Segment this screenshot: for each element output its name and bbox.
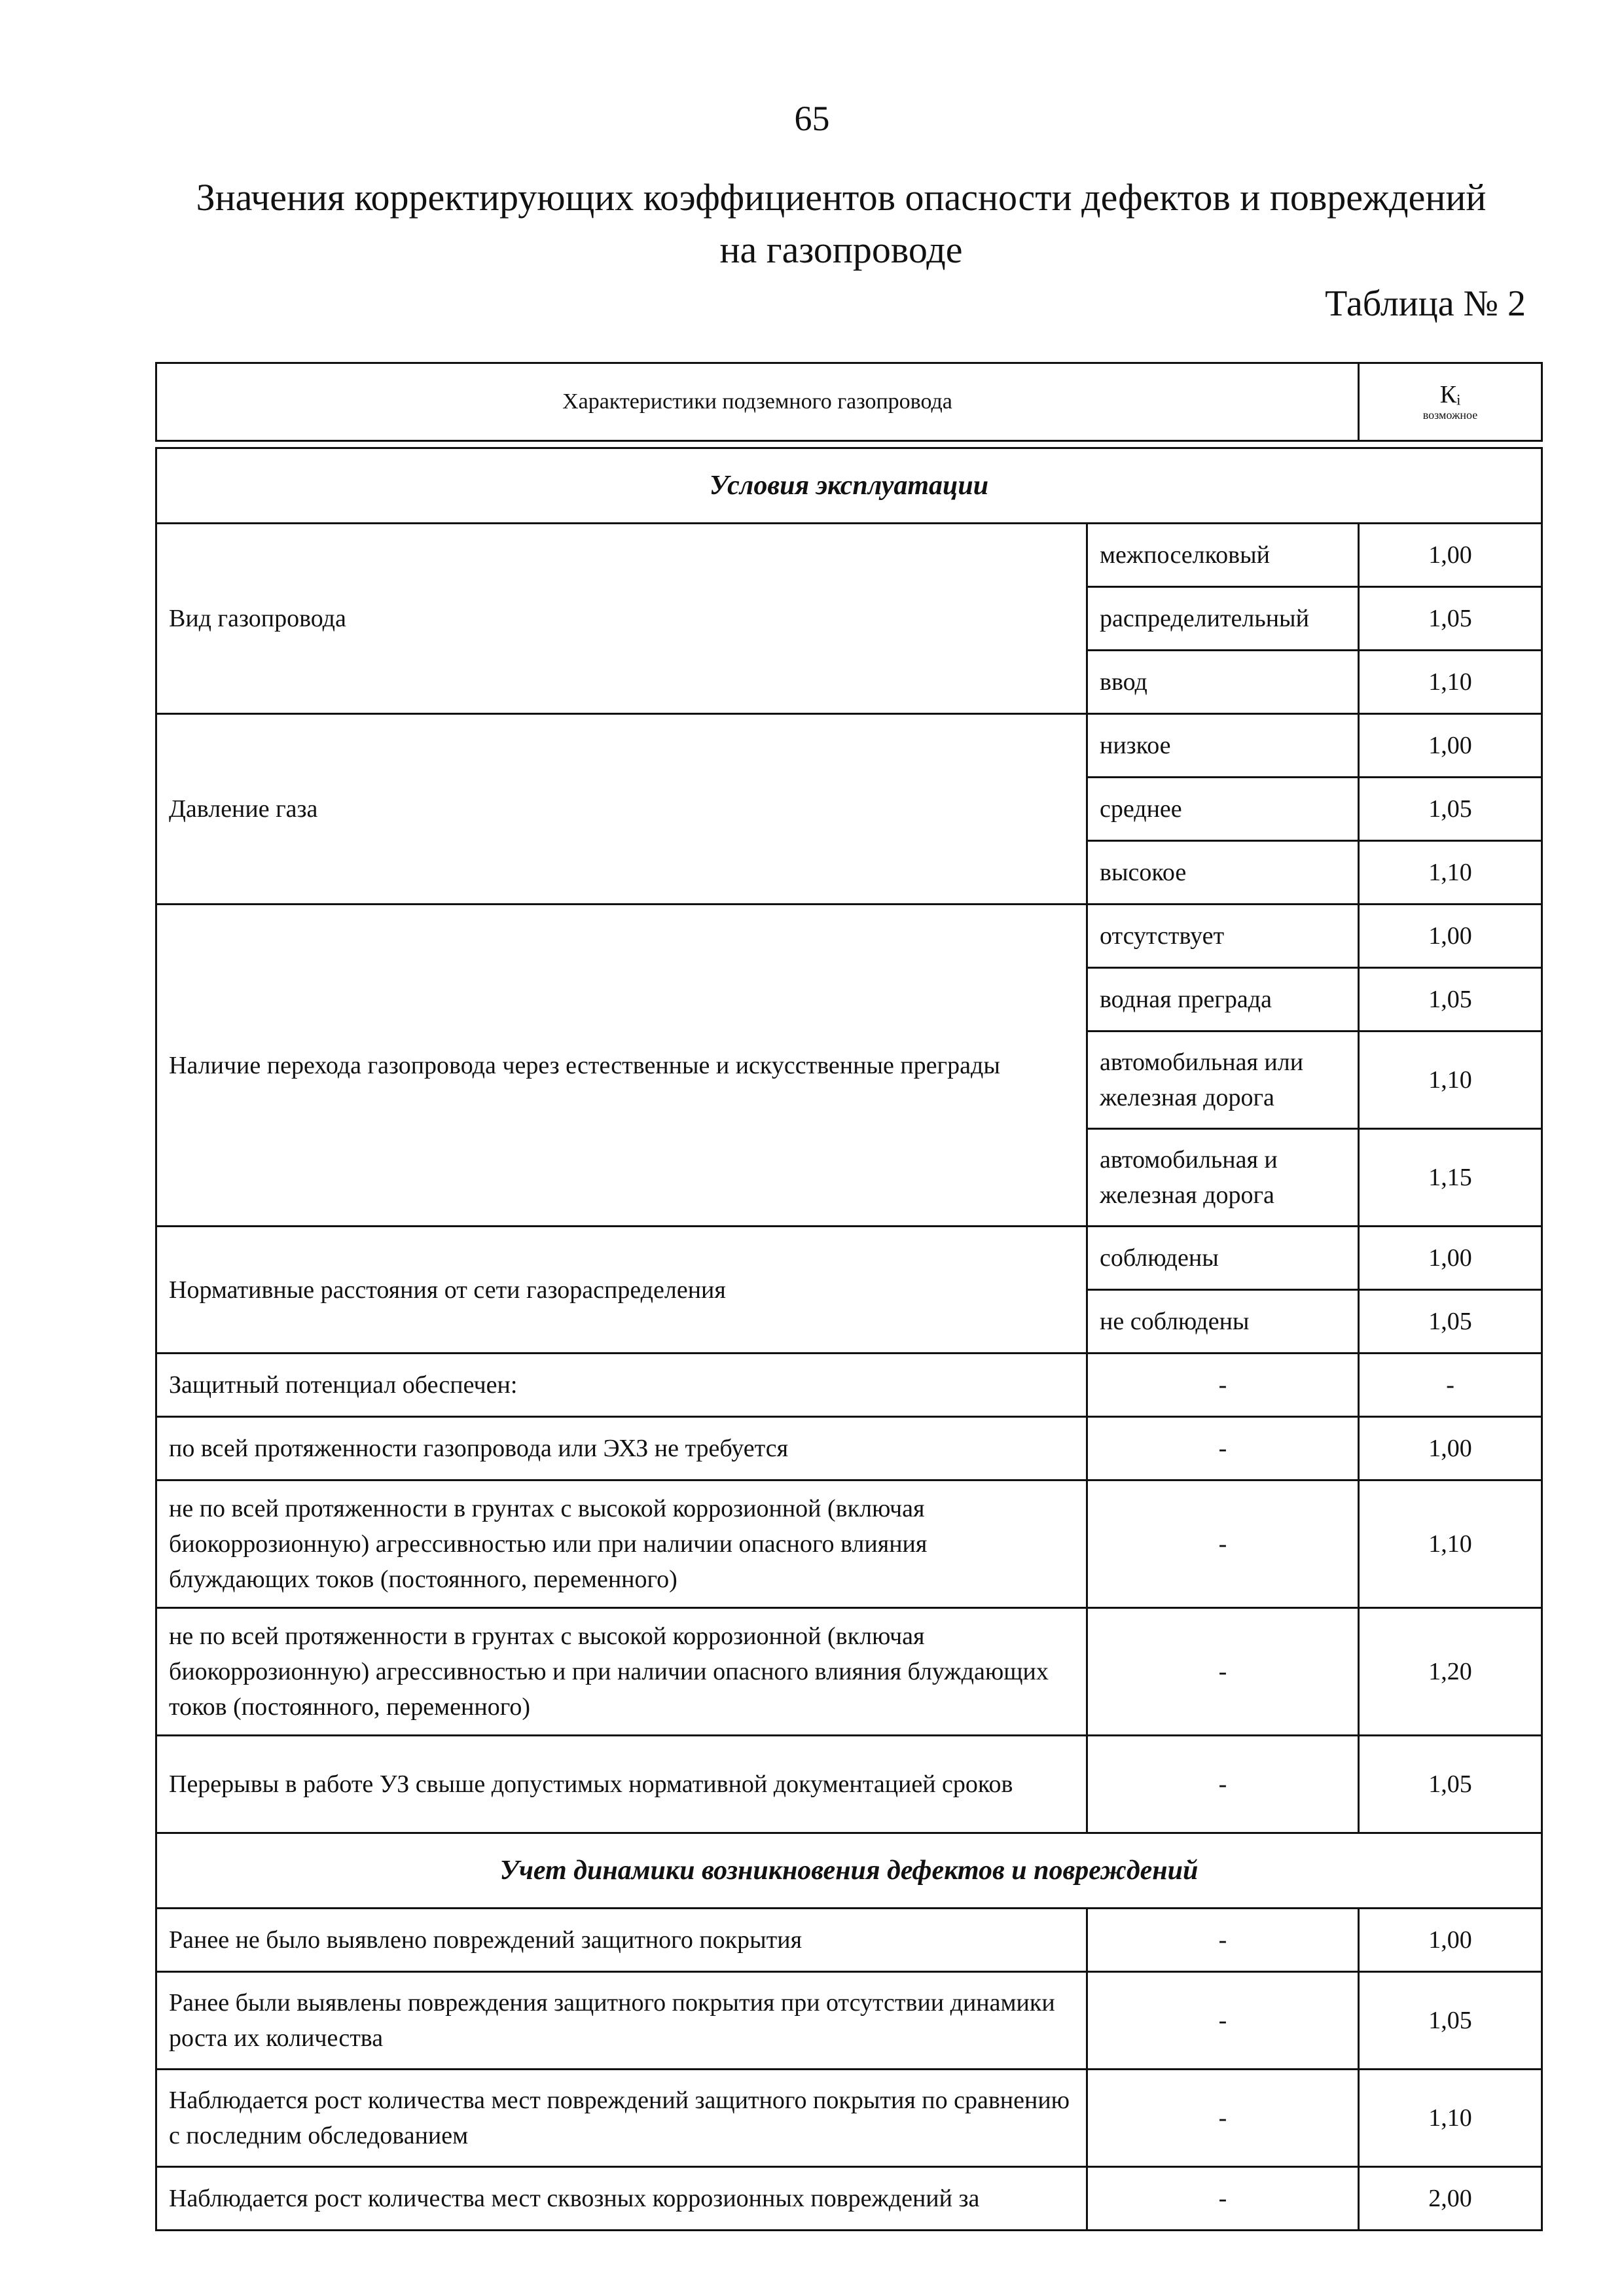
dynamics-row-text: Ранее были выявлены повреждения защитного покрытия при отсутствии динамики роста их количества bbox=[156, 1972, 1087, 2070]
header-k-label: Кᵢ bbox=[1439, 381, 1461, 408]
protection-item-text: не по всей протяженности в грунтах с высокой коррозионной (включая биокоррозионную) агрессивностью и при наличии опасного влияния блуждающих токов (постоянного, переменного) bbox=[156, 1608, 1087, 1736]
table-row bbox=[156, 1480, 1542, 1608]
option-value: 1,10 bbox=[1359, 1031, 1542, 1129]
table-row bbox=[156, 2167, 1542, 2231]
option-value: 1,05 bbox=[1359, 968, 1542, 1031]
page-number: 65 bbox=[794, 99, 830, 138]
option-name: отсутствует bbox=[1087, 905, 1359, 968]
table-row bbox=[156, 1972, 1542, 2070]
group-label-normative-distances: Нормативные расстояния от сети газораспределения bbox=[156, 1227, 1087, 1354]
interruptions-text: Перерывы в работе УЗ свыше допустимых нормативной документацией сроков bbox=[156, 1736, 1087, 1833]
separator-row bbox=[156, 441, 1542, 448]
option-value: 1,10 bbox=[1359, 651, 1542, 714]
dynamics-row-value: 1,05 bbox=[1359, 1972, 1542, 2070]
title-line-1: Значения корректирующих коэффициентов опасности дефектов и повреждений bbox=[196, 176, 1487, 219]
dash-cell: - bbox=[1087, 1909, 1359, 1972]
table-header-row bbox=[156, 363, 1542, 441]
section-title-operating-conditions: Условия эксплуатации bbox=[156, 448, 1542, 524]
option-name: низкое bbox=[1087, 714, 1359, 778]
option-value: 1,00 bbox=[1359, 714, 1542, 778]
table-row bbox=[156, 1736, 1542, 1833]
option-name: автомобильная и железная дорога bbox=[1087, 1129, 1359, 1227]
dash-cell: - bbox=[1087, 1354, 1359, 1417]
group-label-gas-pressure: Давление газа bbox=[156, 714, 1087, 905]
option-value: 1,05 bbox=[1359, 1290, 1542, 1354]
section-heading bbox=[156, 1833, 1542, 1909]
option-value: 1,00 bbox=[1359, 524, 1542, 587]
coefficients-table bbox=[155, 362, 1543, 2231]
table-row bbox=[156, 1354, 1542, 1417]
table-row bbox=[156, 524, 1542, 587]
table-row bbox=[156, 714, 1542, 778]
option-value: 1,10 bbox=[1359, 841, 1542, 905]
table-row bbox=[156, 905, 1542, 968]
option-name: автомобильная или железная дорога bbox=[1087, 1031, 1359, 1129]
header-k-sublabel: возможное bbox=[1422, 408, 1478, 422]
dynamics-row-value: 1,10 bbox=[1359, 2070, 1542, 2167]
dynamics-row-text: Наблюдается рост количества мест сквозных коррозионных повреждений за bbox=[156, 2167, 1087, 2231]
header-characteristic: Характеристики подземного газопровода bbox=[156, 363, 1359, 441]
dynamics-row-value: 1,00 bbox=[1359, 1909, 1542, 1972]
dash-cell: - bbox=[1087, 1736, 1359, 1833]
option-name: ввод bbox=[1087, 651, 1359, 714]
option-value: 1,00 bbox=[1359, 1227, 1542, 1290]
option-value: 1,05 bbox=[1359, 587, 1542, 651]
option-name: среднее bbox=[1087, 778, 1359, 841]
option-value: 1,05 bbox=[1359, 778, 1542, 841]
option-value: 1,15 bbox=[1359, 1129, 1542, 1227]
dynamics-row-value: 2,00 bbox=[1359, 2167, 1542, 2231]
header-k bbox=[1359, 363, 1542, 441]
option-name: не соблюдены bbox=[1087, 1290, 1359, 1354]
dash-cell: - bbox=[1087, 2167, 1359, 2231]
protection-item-text: по всей протяженности газопровода или ЭХЗ не требуется bbox=[156, 1417, 1087, 1480]
document-title bbox=[157, 171, 1525, 276]
group-label-pipeline-type: Вид газопровода bbox=[156, 524, 1087, 714]
protection-item-value: 1,10 bbox=[1359, 1480, 1542, 1608]
dash-cell: - bbox=[1087, 1480, 1359, 1608]
table-row bbox=[156, 2070, 1542, 2167]
interruptions-value: 1,05 bbox=[1359, 1736, 1542, 1833]
table-caption: Таблица № 2 bbox=[1325, 283, 1526, 324]
option-name: высокое bbox=[1087, 841, 1359, 905]
table-row bbox=[156, 1227, 1542, 1290]
title-line-2: на газопроводе bbox=[719, 228, 963, 271]
option-value: 1,00 bbox=[1359, 905, 1542, 968]
dash-cell: - bbox=[1087, 1972, 1359, 2070]
section-heading bbox=[156, 448, 1542, 524]
option-name: распределительный bbox=[1087, 587, 1359, 651]
protection-item-value: 1,00 bbox=[1359, 1417, 1542, 1480]
dash-cell: - bbox=[1087, 2070, 1359, 2167]
group-label-crossings: Наличие перехода газопровода через естественные и искусственные преграды bbox=[156, 905, 1087, 1227]
section-title-defect-dynamics: Учет динамики возникновения дефектов и повреждений bbox=[156, 1833, 1542, 1909]
table-row bbox=[156, 1608, 1542, 1736]
table-row bbox=[156, 1417, 1542, 1480]
protection-item-value: 1,20 bbox=[1359, 1608, 1542, 1736]
dash-value-cell: - bbox=[1359, 1354, 1542, 1417]
table-row bbox=[156, 1909, 1542, 1972]
dynamics-row-text: Наблюдается рост количества мест повреждений защитного покрытия по сравнению с последним обследованием bbox=[156, 2070, 1087, 2167]
dynamics-row-text: Ранее не было выявлено повреждений защитного покрытия bbox=[156, 1909, 1087, 1972]
protection-item-text: не по всей протяженности в грунтах с высокой коррозионной (включая биокоррозионную) агрессивностью или при наличии опасного влияния блуждающих токов (постоянного, переменного) bbox=[156, 1480, 1087, 1608]
option-name: межпоселковый bbox=[1087, 524, 1359, 587]
option-name: водная преграда bbox=[1087, 968, 1359, 1031]
protection-label: Защитный потенциал обеспечен: bbox=[156, 1354, 1087, 1417]
dash-cell: - bbox=[1087, 1608, 1359, 1736]
option-name: соблюдены bbox=[1087, 1227, 1359, 1290]
dash-cell: - bbox=[1087, 1417, 1359, 1480]
